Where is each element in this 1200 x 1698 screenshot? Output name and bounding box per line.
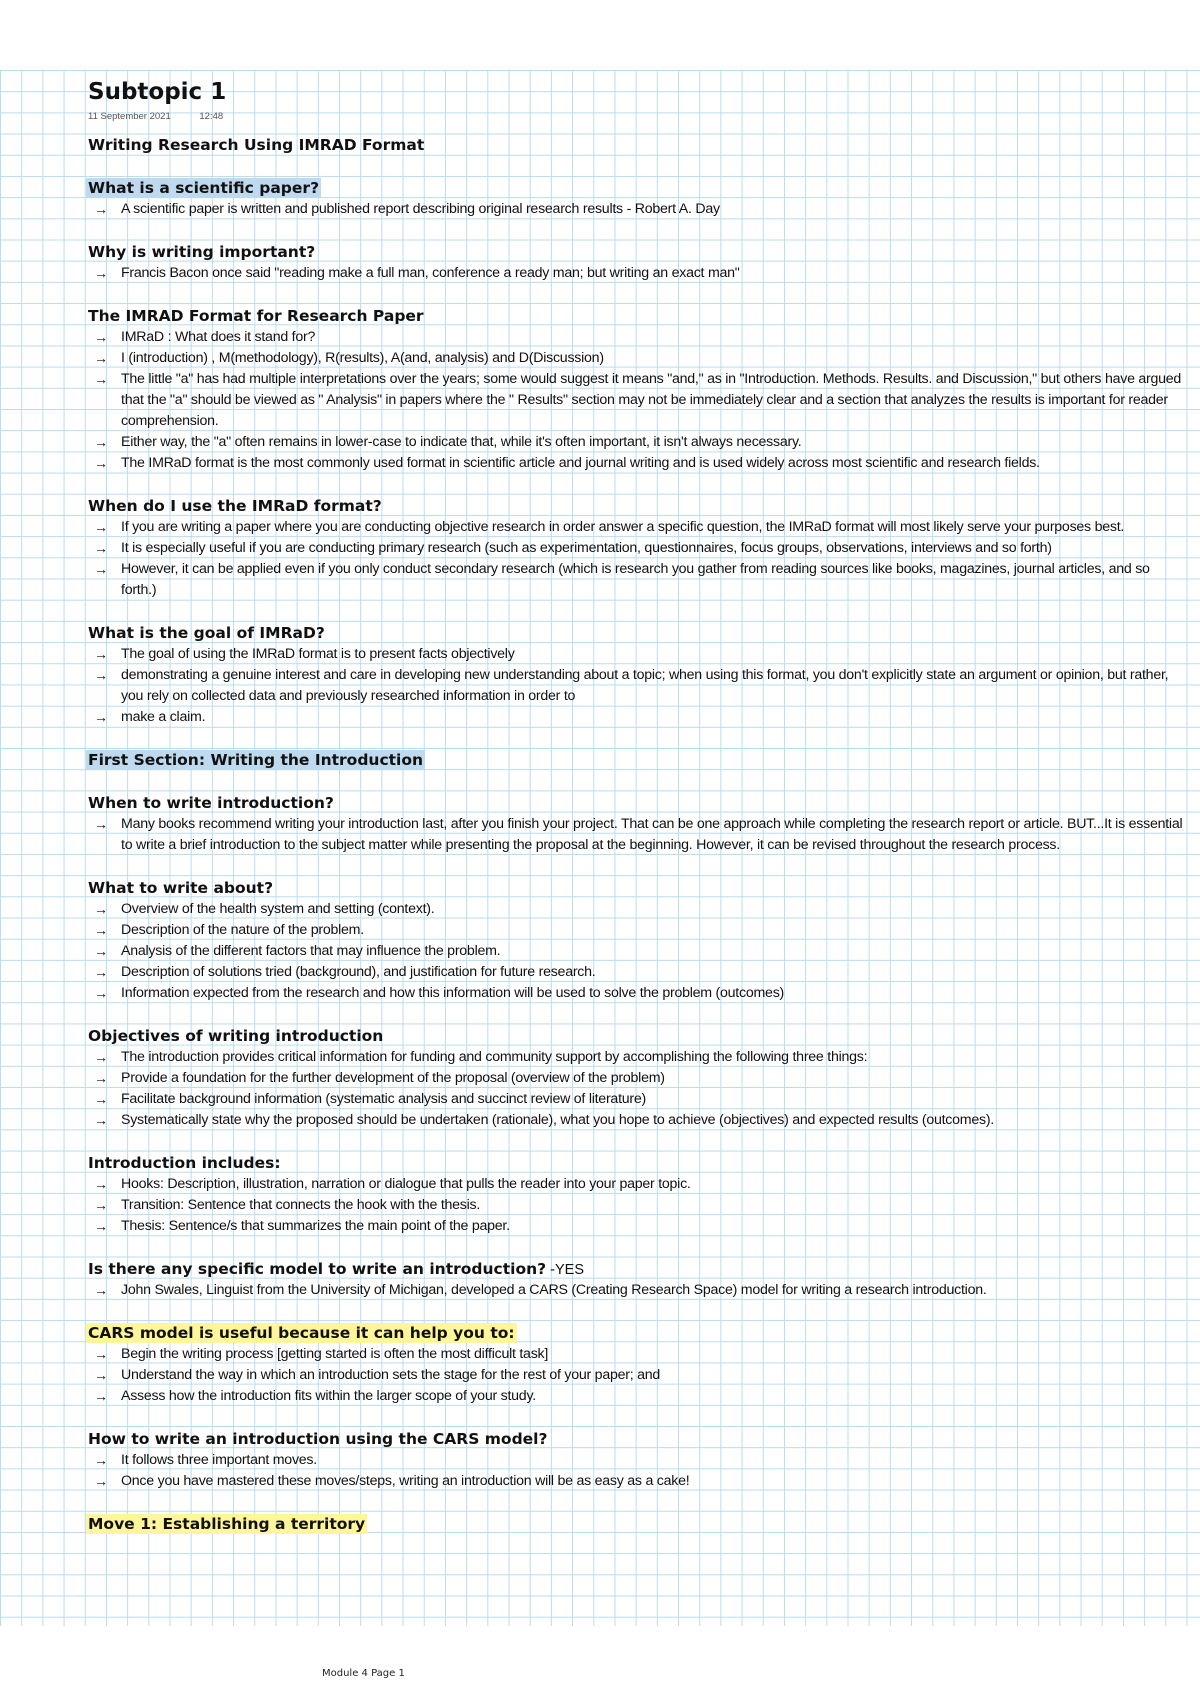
arrow-right-icon: → [94,1282,108,1298]
list-item [88,707,1188,728]
list-item [88,1174,1188,1195]
section-heading-suffix: -YES [546,1262,584,1278]
list-item [88,453,1188,474]
section-heading-text: What is the goal of IMRaD? [88,624,325,642]
list-item [88,1110,1188,1131]
section-heading-text: Move 1: Establishing a territory [88,1515,366,1533]
section-heading [88,1514,1188,1535]
section-heading [88,1429,1188,1450]
list-item [88,263,1188,284]
list-item [88,1216,1188,1237]
section-heading-text: The IMRAD Format for Research Paper [88,307,424,325]
list-item [88,517,1188,538]
list-item-text: Once you have mastered these moves/steps, writing an introduction will be as easy as a cake! [121,1473,690,1489]
list-item-text: However, it can be applied even if you only conduct secondary research (which is research you gather from reading sources like books, magazines, journal articles, and so forth.) [121,561,1150,598]
section-heading-text: When to write introduction? [88,794,334,812]
bullet-list [88,1450,1188,1492]
arrow-right-icon: → [94,1176,108,1192]
list-item [88,199,1188,220]
list-item-text: Analysis of the different factors that may influence the problem. [121,943,501,959]
list-item [88,327,1188,348]
section-heading [88,750,1188,771]
list-item [88,1089,1188,1110]
section-heading-text: Why is writing important? [88,243,316,261]
timestamp [88,108,1188,126]
arrow-right-icon: → [94,1367,108,1383]
arrow-right-icon: → [94,1091,108,1107]
section-heading [88,1026,1188,1047]
list-item [88,983,1188,1004]
list-item [88,369,1188,432]
section-heading [88,178,1188,199]
bullet-list [88,263,1188,284]
list-item [88,644,1188,665]
list-item [88,432,1188,453]
section-heading-text: What is a scientific paper? [88,179,320,197]
arrow-right-icon: → [94,1112,108,1128]
list-item [88,1386,1188,1407]
list-item [88,665,1188,707]
bullet-list [88,899,1188,1004]
list-item-text: Information expected from the research and how this information will be used to solve the problem (outcomes) [121,985,785,1001]
list-item-text: Francis Bacon once said "reading make a full man, conference a ready man; but writing an exact man" [121,265,740,281]
section-heading-text: Is there any specific model to write an introduction? [88,1260,547,1278]
arrow-right-icon: → [94,1346,108,1362]
document-heading: Writing Research Using IMRAD Format [88,136,425,154]
list-item-text: If you are writing a paper where you are conducting objective research in order answer a specific question, the IMRaD format will most likely serve your purposes best. [121,519,1125,535]
arrow-right-icon: → [94,201,108,217]
list-item-text: Overview of the health system and setting (context). [121,901,435,917]
arrow-right-icon: → [94,667,108,683]
arrow-right-icon: → [94,1452,108,1468]
list-item-text: Assess how the introduction fits within the larger scope of your study. [121,1388,536,1404]
section-heading [88,623,1188,644]
section-heading [88,793,1188,814]
arrow-right-icon: → [94,901,108,917]
list-item [88,1068,1188,1089]
arrow-right-icon: → [94,265,108,281]
list-item [88,941,1188,962]
arrow-right-icon: → [94,1388,108,1404]
note-page [88,76,1188,1535]
bullet-list [88,1047,1188,1131]
list-item-text: The little "a" has had multiple interpretations over the years; some would suggest it means "and," as in "Introduction. Methods. Results. and Discussion," but others have argued that the "a" should be viewed as " Analysis" in papers where the " Results" section may not be immediately clear and a section that analyzes the results is important for reader comprehension. [121,371,1182,429]
bullet-list [88,199,1188,220]
list-item-text: It is especially useful if you are conducting primary research (such as experimentation, questionnaires, focus groups, observations, interviews and so forth) [121,540,1052,556]
list-item-text: The goal of using the IMRaD format is to present facts objectively [121,646,515,662]
arrow-right-icon: → [94,519,108,535]
bullet-list [88,644,1188,728]
arrow-right-icon: → [94,1049,108,1065]
arrow-right-icon: → [94,540,108,556]
list-item [88,1280,1188,1301]
list-item-text: Thesis: Sentence/s that summarizes the main point of the paper. [121,1218,510,1234]
arrow-right-icon: → [94,816,108,832]
section-heading-text: CARS model is useful because it can help you to: [88,1324,515,1342]
list-item-text: Facilitate background information (systematic analysis and succinct review of literature) [121,1091,646,1107]
list-item-text: Either way, the "a" often remains in lower-case to indicate that, while it's often important, it isn't always necessary. [121,434,802,450]
section-heading [88,1323,1188,1344]
list-item-text: The IMRaD format is the most commonly used format in scientific article and journal writing and is used widely across most scientific and research fields. [121,455,1040,471]
list-item-text: I (introduction) , M(methodology), R(results), A(and, analysis) and D(Discussion) [121,350,604,366]
list-item [88,1450,1188,1471]
list-item [88,1195,1188,1216]
arrow-right-icon: → [94,646,108,662]
arrow-right-icon: → [94,1473,108,1489]
arrow-right-icon: → [94,964,108,980]
page-footer: Module 4 Page 1 [322,1668,405,1679]
section-heading-text: What to write about? [88,879,274,897]
date-label: 11 September 2021 [88,111,171,122]
arrow-right-icon: → [94,455,108,471]
arrow-right-icon: → [94,1197,108,1213]
list-item-text: It follows three important moves. [121,1452,317,1468]
list-item [88,559,1188,601]
list-item [88,920,1188,941]
list-item-text: The introduction provides critical information for funding and community support by accomplishing the following three things: [121,1049,868,1065]
section-heading-text: Introduction includes: [88,1154,281,1172]
arrow-right-icon: → [94,1070,108,1086]
arrow-right-icon: → [94,371,108,387]
sections-container [88,178,1188,1535]
section-heading [88,878,1188,899]
arrow-right-icon: → [94,434,108,450]
section-heading-text: When do I use the IMRaD format? [88,497,382,515]
section-heading-text: Objectives of writing introduction [88,1027,384,1045]
list-item-text: make a claim. [121,709,206,725]
list-item-text: Description of solutions tried (background), and justification for future research. [121,964,596,980]
arrow-right-icon: → [94,709,108,725]
list-item-text: John Swales, Linguist from the University of Michigan, developed a CARS (Creating Research Space) model for writing a research introduction. [121,1282,987,1298]
arrow-right-icon: → [94,1218,108,1234]
arrow-right-icon: → [94,350,108,366]
arrow-right-icon: → [94,985,108,1001]
section-heading-text: How to write an introduction using the CARS model? [88,1430,548,1448]
section-heading [88,306,1188,327]
time-label: 12:48 [199,111,224,122]
section-heading-text: First Section: Writing the Introduction [88,751,424,769]
arrow-right-icon: → [94,561,108,577]
arrow-right-icon: → [94,329,108,345]
arrow-right-icon: → [94,943,108,959]
list-item [88,1344,1188,1365]
list-item-text: Hooks: Description, illustration, narration or dialogue that pulls the reader into your paper topic. [121,1176,691,1192]
arrow-right-icon: → [94,922,108,938]
list-item-text: Provide a foundation for the further development of the proposal (overview of the problem) [121,1070,665,1086]
list-item-text: Transition: Sentence that connects the hook with the thesis. [121,1197,481,1213]
list-item-text: Begin the writing process [getting started is often the most difficult task] [121,1346,549,1362]
list-item [88,1471,1188,1492]
list-item-text: A scientific paper is written and published report describing original research results - Robert A. Day [121,201,720,217]
list-item-text: Understand the way in which an introduction sets the stage for the rest of your paper; and [121,1367,661,1383]
list-item [88,962,1188,983]
list-item-text: Systematically state why the proposed should be undertaken (rationale), what you hope to achieve (objectives) and expected results (outcomes). [121,1112,994,1128]
list-item [88,348,1188,369]
bullet-list [88,517,1188,601]
section-heading [88,1259,1188,1280]
section-heading [88,1153,1188,1174]
list-item [88,1047,1188,1068]
list-item-text: Description of the nature of the problem. [121,922,364,938]
list-item-text: Many books recommend writing your introduction last, after you finish your project. That can be one approach while completing the research report or article. BUT...It is essential to write a brief introduction to the subject matter while presenting the proposal at the beginning. However, it can be revised throughout the research process. [121,816,1183,853]
bullet-list [88,327,1188,474]
page-title[interactable]: Subtopic 1 [88,79,227,105]
list-item [88,1365,1188,1386]
section-heading [88,242,1188,263]
list-item-text: IMRaD : What does it stand for? [121,329,316,345]
bullet-list [88,1344,1188,1407]
bullet-list [88,1280,1188,1301]
section-heading [88,496,1188,517]
list-item [88,814,1188,856]
list-item [88,899,1188,920]
list-item-text: demonstrating a genuine interest and care in developing new understanding about a topic; when using this format, you don't explicitly state an argument or opinion, but rather, you rely on collected data and previously researched information in order to [121,667,1169,704]
bullet-list [88,1174,1188,1237]
bullet-list [88,814,1188,856]
list-item [88,538,1188,559]
